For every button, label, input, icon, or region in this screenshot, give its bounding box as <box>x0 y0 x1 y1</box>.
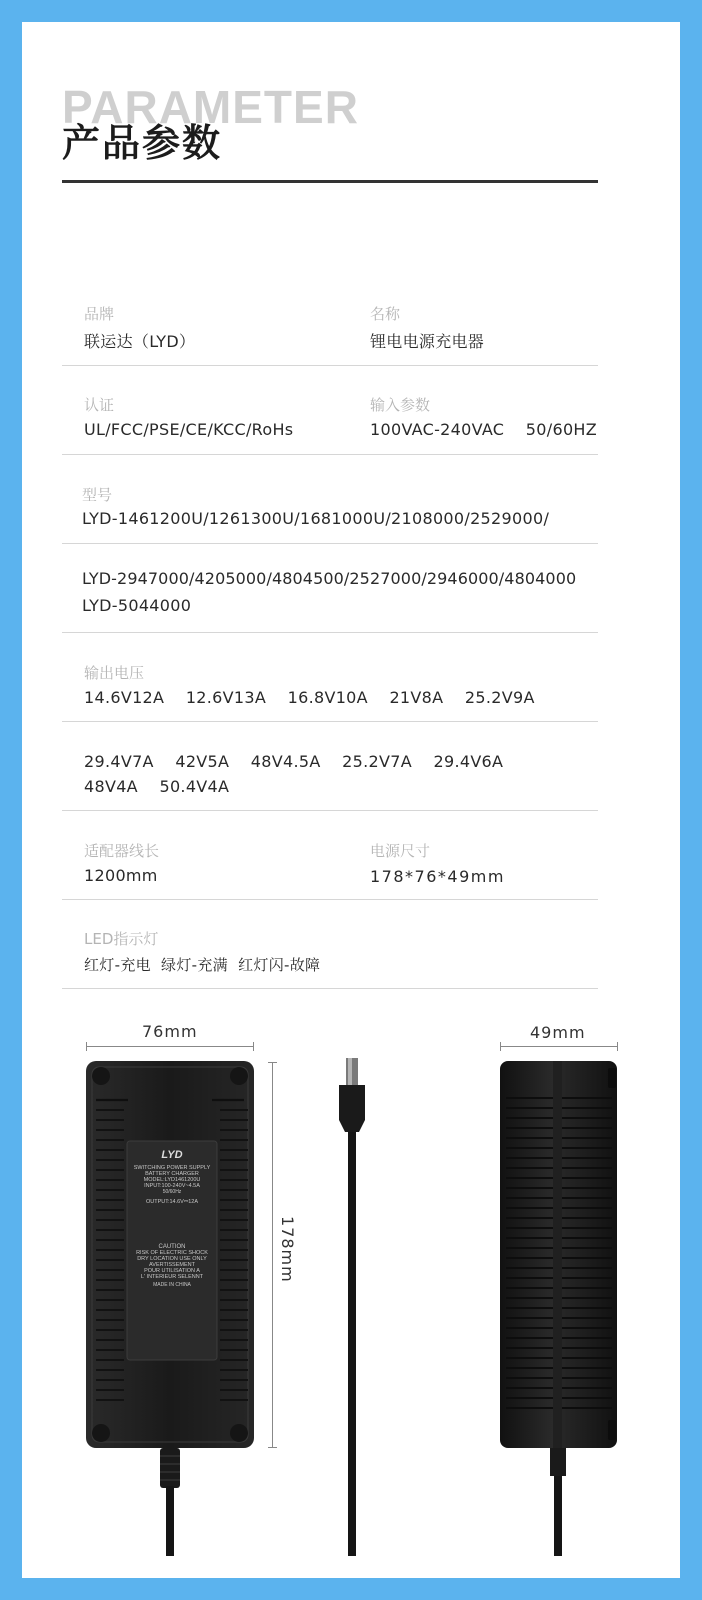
label-line: POUR UTILISATION A <box>144 1268 200 1274</box>
output-line-1: 14.6V12A 12.6V13A 16.8V10A 21V8A 25.2V9A <box>84 688 535 707</box>
cable-label: 适配器线长 <box>84 842 160 860</box>
label-line: MODEL:LYD1461200U <box>143 1177 201 1183</box>
label-line: BATTERY CHARGER <box>145 1171 199 1177</box>
size-value: 178*76*49mm <box>370 867 505 886</box>
label-line: L' INTERIEUR SELENNT <box>140 1274 204 1280</box>
label-line: MADE IN CHINA <box>153 1282 191 1288</box>
section-watermark-title: PARAMETER <box>62 81 359 133</box>
height-dimension-label: 178mm <box>278 1216 297 1283</box>
page-title: 产品参数 <box>62 121 223 165</box>
led-label: LED指示灯 <box>84 930 159 948</box>
label-line: SWITCHING POWER SUPPLY <box>133 1165 211 1171</box>
brand-label: 品牌 <box>84 305 115 323</box>
size-label: 电源尺寸 <box>370 842 431 860</box>
label-line: CAUTION <box>158 1244 186 1250</box>
width-dimension-label: 76mm <box>142 1022 198 1041</box>
input-value: 100VAC-240VAC 50/60HZ <box>370 420 598 439</box>
led-value: 红灯-充电 绿灯-充满 红灯闪-故障 <box>84 956 321 974</box>
model-line-3: LYD-5044000 <box>82 596 192 615</box>
cert-value: UL/FCC/PSE/CE/KCC/RoHs <box>84 420 294 439</box>
output-label: 输出电压 <box>84 664 145 682</box>
label-line: AVERTISSEMENT <box>149 1262 195 1268</box>
label-line: RISK OF ELECTRIC SHOCK <box>136 1250 208 1256</box>
label-line: OUTPUT:14.6V⎓12A <box>145 1199 199 1205</box>
output-line-3: 48V4A 50.4V4A <box>84 777 230 796</box>
cert-label: 认证 <box>84 396 115 414</box>
label-brand-logo: LYD <box>161 1149 183 1161</box>
label-line: 50/60Hz <box>162 1189 182 1195</box>
label-line: INPUT:100-240V~4.5A <box>144 1183 200 1189</box>
output-line-2: 29.4V7A 42V5A 48V4.5A 25.2V7A 29.4V6A <box>84 752 504 771</box>
label-line: DRY LOCATION USE ONLY <box>137 1256 207 1262</box>
certification-icons <box>127 1206 217 1244</box>
model-line-1: LYD-1461200U/1261300U/1681000U/2108000/2529000/ <box>82 509 550 528</box>
product-label-plate <box>127 1141 217 1360</box>
depth-dimension-label: 49mm <box>530 1023 586 1042</box>
brand-value: 联运达（LYD） <box>84 332 196 351</box>
name-label: 名称 <box>370 305 401 323</box>
name-value: 锂电电源充电器 <box>370 332 485 351</box>
cable-value: 1200mm <box>84 866 158 885</box>
model-line-2: LYD-2947000/4205000/4804500/2527000/2946000/4804000 <box>82 569 577 588</box>
input-label: 输入参数 <box>370 396 431 414</box>
model-label: 型号 <box>82 486 113 504</box>
